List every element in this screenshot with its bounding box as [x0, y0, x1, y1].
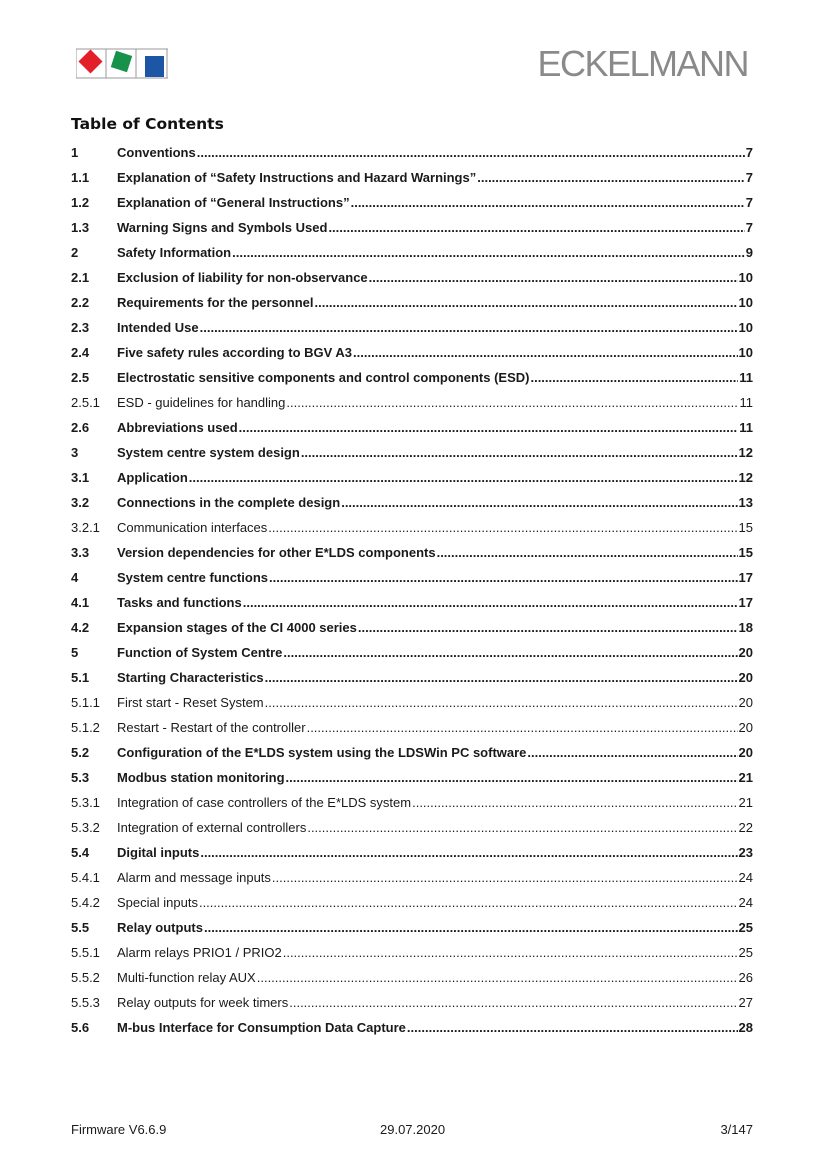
toc-entry-title: Relay outputs — [117, 920, 203, 935]
toc-entry-title: Connections in the complete design — [117, 495, 341, 510]
toc-entry[interactable] — [71, 990, 753, 1015]
toc-entry-number: 4 — [71, 570, 79, 585]
toc-entry-title: Integration of external controllers — [117, 820, 307, 835]
toc-entry-page: 27 — [738, 995, 753, 1010]
toc-entry-title: Explanation of “General Instructions” — [117, 195, 350, 210]
toc-entry-title: Version dependencies for other E*LDS components — [117, 545, 436, 560]
toc-entry-number: 5.6 — [71, 1020, 90, 1035]
toc-entry-number: 5.1.2 — [71, 720, 100, 735]
logo-blue-square — [145, 56, 164, 77]
toc-entry-title: M-bus Interface for Consumption Data Capture — [117, 1020, 406, 1035]
toc-entry-leader — [307, 820, 737, 835]
toc-entry[interactable] — [71, 590, 753, 615]
toc-entry-leader — [369, 270, 738, 285]
toc-entry[interactable] — [71, 490, 753, 515]
toc-entry[interactable] — [71, 715, 753, 740]
toc-entry[interactable] — [71, 890, 753, 915]
table-of-contents — [71, 140, 753, 1040]
toc-entry-title: System centre functions — [117, 570, 268, 585]
toc-entry-page: 25 — [738, 920, 753, 935]
toc-entry-leader — [283, 945, 738, 960]
toc-entry[interactable] — [71, 215, 753, 240]
toc-entry[interactable] — [71, 640, 753, 665]
toc-entry-number: 3.1 — [71, 470, 90, 485]
toc-entry[interactable] — [71, 515, 753, 540]
toc-entry-leader — [407, 1020, 738, 1035]
toc-entry-number: 5.2 — [71, 745, 90, 760]
toc-entry-page: 10 — [738, 320, 753, 335]
toc-entry-number: 5.3.1 — [71, 795, 100, 810]
toc-entry-page: 7 — [745, 220, 753, 235]
toc-entry-page: 11 — [739, 420, 753, 435]
toc-entry-leader — [232, 245, 745, 260]
toc-entry-page: 20 — [738, 745, 753, 760]
toc-entry-title: Requirements for the personnel — [117, 295, 314, 310]
toc-entry-leader — [341, 495, 737, 510]
toc-entry-number: 2.2 — [71, 295, 90, 310]
toc-entry-title: Integration of case controllers of the E*LDS system — [117, 795, 412, 810]
toc-entry-leader — [353, 345, 737, 360]
toc-entry-title: Tasks and functions — [117, 595, 242, 610]
toc-entry-page: 21 — [738, 795, 753, 810]
toc-entry-number: 1.3 — [71, 220, 90, 235]
toc-entry[interactable] — [71, 765, 753, 790]
toc-entry-number: 5 — [71, 645, 79, 660]
toc-entry-leader — [351, 195, 745, 210]
toc-entry-title: Warning Signs and Symbols Used — [117, 220, 328, 235]
toc-entry-page: 10 — [738, 270, 753, 285]
toc-entry-leader — [239, 420, 739, 435]
toc-entry-page: 10 — [738, 345, 753, 360]
toc-entry-number: 1.2 — [71, 195, 90, 210]
toc-entry-page: 21 — [738, 770, 753, 785]
toc-entry-page: 20 — [738, 695, 753, 710]
toc-entry-title: System centre system design — [117, 445, 300, 460]
toc-entry-page: 23 — [738, 845, 753, 860]
toc-entry-leader — [268, 520, 737, 535]
toc-entry-title: Configuration of the E*LDS system using the LDSWin PC software — [117, 745, 527, 760]
toc-entry-page: 12 — [738, 445, 753, 460]
toc-entry-page: 15 — [738, 520, 753, 535]
toc-entry-page: 24 — [738, 870, 753, 885]
toc-entry-page: 17 — [738, 570, 753, 585]
toc-entry-title: Relay outputs for week timers — [117, 995, 289, 1010]
toc-entry-number: 2.5 — [71, 370, 90, 385]
toc-entry[interactable] — [71, 340, 753, 365]
toc-entry-number: 1.1 — [71, 170, 90, 185]
toc-entry-number: 2.6 — [71, 420, 90, 435]
toc-entry-number: 4.1 — [71, 595, 90, 610]
toc-entry-leader — [272, 870, 738, 885]
toc-entry-leader — [286, 395, 738, 410]
toc-entry-title: Special inputs — [117, 895, 198, 910]
footer-page-number: 3/147 — [720, 1122, 753, 1137]
toc-entry-number: 5.5.2 — [71, 970, 100, 985]
toc-entry[interactable] — [71, 440, 753, 465]
toc-entry-leader — [437, 545, 738, 560]
toc-entry[interactable] — [71, 290, 753, 315]
toc-entry-number: 2.3 — [71, 320, 90, 335]
toc-entry-leader — [257, 970, 738, 985]
toc-entry-leader — [301, 445, 738, 460]
toc-entry-page: 13 — [738, 495, 753, 510]
toc-entry-title: First start - Reset System — [117, 695, 264, 710]
toc-entry-number: 5.3 — [71, 770, 90, 785]
toc-entry-leader — [358, 620, 738, 635]
toc-entry-title: Electrostatic sensitive components and control components (ESD) — [117, 370, 530, 385]
toc-entry[interactable] — [71, 365, 753, 390]
toc-entry-leader — [189, 470, 738, 485]
toc-entry[interactable] — [71, 315, 753, 340]
toc-entry-page: 24 — [738, 895, 753, 910]
toc-entry-page: 9 — [745, 245, 753, 260]
toc-entry-title: Communication interfaces — [117, 520, 268, 535]
toc-entry-title: Abbreviations used — [117, 420, 238, 435]
toc-entry-page: 20 — [738, 645, 753, 660]
toc-entry-page: 11 — [739, 370, 753, 385]
toc-entry-leader — [265, 670, 738, 685]
toc-entry[interactable] — [71, 190, 753, 215]
toc-entry-number: 3.2.1 — [71, 520, 100, 535]
eckelmann-logo — [76, 45, 168, 79]
toc-entry-number: 3.3 — [71, 545, 90, 560]
toc-entry-leader — [269, 570, 738, 585]
toc-entry[interactable] — [71, 690, 753, 715]
toc-entry[interactable] — [71, 865, 753, 890]
footer-date: 29.07.2020 — [380, 1122, 446, 1137]
toc-entry-number: 5.5 — [71, 920, 90, 935]
toc-entry-leader — [412, 795, 737, 810]
toc-entry-title: Function of System Centre — [117, 645, 283, 660]
toc-entry-number: 5.4.2 — [71, 895, 100, 910]
toc-entry-number: 5.1.1 — [71, 695, 100, 710]
toc-entry[interactable] — [71, 740, 753, 765]
toc-heading: Table of Contents — [71, 115, 224, 133]
toc-entry[interactable] — [71, 415, 753, 440]
toc-entry-page: 11 — [739, 395, 753, 410]
toc-entry-page: 7 — [745, 145, 753, 160]
toc-entry-leader — [197, 145, 745, 160]
toc-entry-page: 17 — [738, 595, 753, 610]
toc-entry-number: 2.4 — [71, 345, 90, 360]
toc-entry-page: 26 — [738, 970, 753, 985]
toc-entry-page: 10 — [738, 295, 753, 310]
footer-firmware-version: Firmware V6.6.9 — [71, 1122, 167, 1137]
toc-entry-leader — [200, 320, 738, 335]
toc-entry-title: Five safety rules according to BGV A3 — [117, 345, 353, 360]
toc-entry[interactable] — [71, 1015, 753, 1040]
toc-entry[interactable] — [71, 915, 753, 940]
toc-entry-title: Safety Information — [117, 245, 232, 260]
toc-entry-number: 5.4.1 — [71, 870, 100, 885]
toc-entry-number: 1 — [71, 145, 79, 160]
toc-entry-title: Modbus station monitoring — [117, 770, 285, 785]
toc-entry[interactable] — [71, 965, 753, 990]
toc-entry[interactable] — [71, 465, 753, 490]
toc-entry[interactable] — [71, 265, 753, 290]
toc-entry-leader — [286, 770, 738, 785]
toc-entry-leader — [314, 295, 737, 310]
toc-entry[interactable] — [71, 815, 753, 840]
toc-entry-number: 5.1 — [71, 670, 90, 685]
toc-entry-leader — [477, 170, 745, 185]
toc-entry-leader — [243, 595, 738, 610]
toc-entry-number: 5.4 — [71, 845, 90, 860]
toc-entry[interactable] — [71, 240, 753, 265]
toc-entry[interactable] — [71, 140, 753, 165]
toc-entry-leader — [328, 220, 744, 235]
page-footer — [71, 1122, 753, 1140]
logo-red-square — [78, 49, 102, 73]
toc-entry-title: Application — [117, 470, 188, 485]
toc-entry[interactable] — [71, 540, 753, 565]
brand-name: ECKELMANN — [537, 43, 748, 84]
toc-entry-page: 15 — [738, 545, 753, 560]
toc-entry[interactable] — [71, 665, 753, 690]
toc-entry-number: 2.1 — [71, 270, 90, 285]
toc-entry-page: 7 — [745, 195, 753, 210]
toc-entry-title: Starting Characteristics — [117, 670, 264, 685]
toc-entry-title: Multi-function relay AUX — [117, 970, 256, 985]
toc-entry-number: 5.5.3 — [71, 995, 100, 1010]
toc-entry-title: Digital inputs — [117, 845, 200, 860]
toc-entry-number: 3 — [71, 445, 79, 460]
toc-entry-number: 2.5.1 — [71, 395, 100, 410]
toc-entry-leader — [204, 920, 738, 935]
toc-entry[interactable] — [71, 390, 753, 415]
toc-entry-title: Alarm and message inputs — [117, 870, 271, 885]
toc-entry-title: Expansion stages of the CI 4000 series — [117, 620, 357, 635]
toc-entry[interactable] — [71, 565, 753, 590]
toc-entry-page: 18 — [738, 620, 753, 635]
toc-entry-page: 12 — [738, 470, 753, 485]
toc-entry-title: Restart - Restart of the controller — [117, 720, 306, 735]
toc-entry-number: 2 — [71, 245, 79, 260]
toc-entry[interactable] — [71, 165, 753, 190]
toc-entry-title: Explanation of “Safety Instructions and Hazard Warnings” — [117, 170, 477, 185]
toc-entry[interactable] — [71, 840, 753, 865]
toc-entry-title: ESD - guidelines for handling — [117, 395, 286, 410]
logo-green-square — [111, 51, 132, 72]
toc-entry-leader — [307, 720, 738, 735]
toc-entry-number: 5.5.1 — [71, 945, 100, 960]
toc-entry-number: 3.2 — [71, 495, 90, 510]
toc-entry-leader — [527, 745, 737, 760]
toc-entry-page: 25 — [738, 945, 753, 960]
toc-entry-title: Intended Use — [117, 320, 199, 335]
toc-entry-page: 22 — [738, 820, 753, 835]
toc-entry-page: 7 — [745, 170, 753, 185]
toc-entry-page: 20 — [738, 670, 753, 685]
toc-entry-leader — [283, 645, 737, 660]
toc-entry[interactable] — [71, 790, 753, 815]
toc-entry-number: 5.3.2 — [71, 820, 100, 835]
toc-entry-leader — [200, 845, 737, 860]
toc-entry-page: 20 — [738, 720, 753, 735]
toc-entry-leader — [199, 895, 738, 910]
toc-entry-title: Conventions — [117, 145, 196, 160]
toc-entry-leader — [530, 370, 738, 385]
toc-entry-number: 4.2 — [71, 620, 90, 635]
toc-entry-title: Alarm relays PRIO1 / PRIO2 — [117, 945, 282, 960]
toc-entry-leader — [289, 995, 737, 1010]
toc-entry[interactable] — [71, 615, 753, 640]
toc-entry-leader — [265, 695, 738, 710]
toc-entry[interactable] — [71, 940, 753, 965]
toc-entry-title: Exclusion of liability for non-observance — [117, 270, 368, 285]
toc-entry-page: 28 — [738, 1020, 753, 1035]
